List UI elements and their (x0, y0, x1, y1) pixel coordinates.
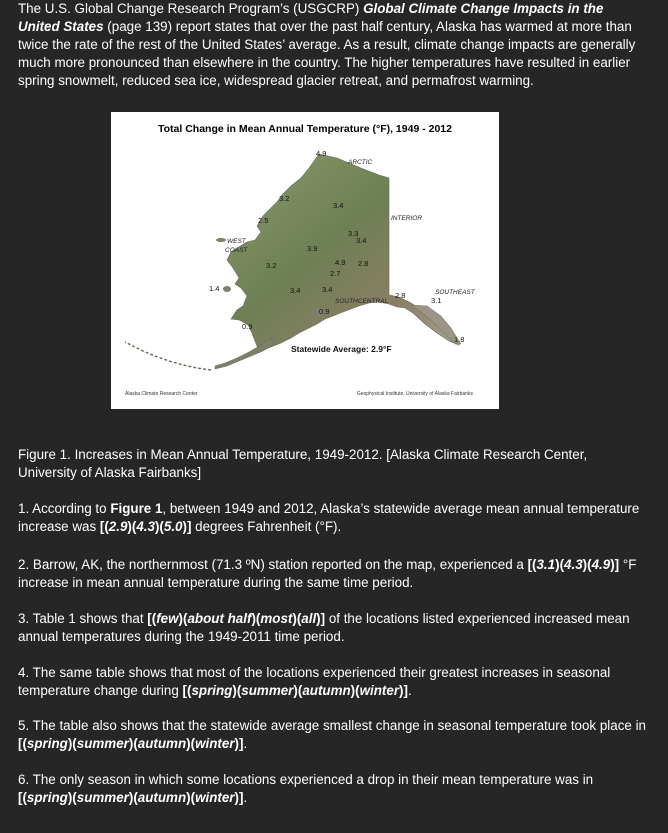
answer-option[interactable]: about half (187, 611, 252, 626)
station-value: 3.9 (307, 244, 318, 253)
answer-option[interactable]: all (301, 611, 317, 626)
question-6 (18, 771, 648, 807)
station-value: 3.4 (290, 286, 301, 295)
report-title: Global Climate Change Impacts in the United States (18, 1, 604, 34)
alaska-map (111, 112, 499, 409)
question-text: 3. Table 1 shows that (18, 611, 148, 626)
question-text: °F increase in mean annual temperature during the same time period. (18, 557, 637, 590)
station-value: 4.9 (316, 149, 327, 158)
question-1 (18, 500, 648, 536)
question-text: degrees Fahrenheit (°F). (191, 519, 342, 534)
question-text: 2. Barrow, AK, the northernmost (71.3 ºN) station reported on the map, experienced a (18, 557, 528, 572)
question-text: . (407, 683, 412, 698)
answer-options: [(spring)(summer)(autumn)(winter)] (18, 736, 244, 751)
station-value: 4.9 (335, 258, 346, 267)
station-value: 2.5 (258, 216, 269, 225)
answer-option[interactable]: spring (26, 790, 68, 805)
answer-option[interactable]: summer (241, 683, 294, 698)
credit-right: Geophysical Institute, University of Alaska Fairbanks (356, 391, 473, 397)
answer-options: [(few)(about half)(most)(all)] (147, 611, 326, 626)
question-text: . (243, 736, 248, 751)
statewide-average-label: Statewide Average: 2.9°F (291, 344, 392, 354)
station-value: 2.8 (395, 291, 406, 300)
question-text: 6. The only season in which some locations experienced a drop in their mean temperature was in (18, 772, 594, 787)
station-value: 3.4 (322, 285, 333, 294)
credit-left: Alaska Climate Research Center (125, 391, 198, 397)
answer-option[interactable]: few (156, 611, 179, 626)
question-text: 1. According to (18, 501, 111, 516)
answer-option[interactable]: autumn (137, 790, 187, 805)
alaska-mainland-shape (227, 154, 459, 351)
station-value: 1.8 (454, 335, 465, 344)
station-value: 0.9 (319, 307, 330, 316)
answer-options: [(spring)(summer)(autumn)(winter)] (18, 790, 244, 805)
station-value: 3.2 (279, 194, 290, 203)
answer-option[interactable]: winter (359, 683, 400, 698)
region-label-southeast: SOUTHEAST (435, 289, 475, 296)
station-value: 3.1 (431, 296, 442, 305)
answer-option[interactable]: 5.0 (163, 519, 183, 534)
answer-options: [(spring)(summer)(autumn)(winter)] (182, 683, 408, 698)
figure-caption: Figure 1. Increases in Mean Annual Temperature, 1949-2012. [Alaska Climate Research Center, University of Alaska Fairbanks] (18, 447, 588, 480)
station-value: 3.4 (333, 201, 344, 210)
region-label-southcentral: SOUTHCENTRAL (335, 298, 389, 305)
question-text: , between 1949 and 2012, Alaska’s statewide average mean annual temperature increase was (18, 501, 640, 534)
region-label-interior: INTERIOR (391, 215, 423, 222)
map-title: Total Change in Mean Annual Temperature (°F), 1949 - 2012 (158, 123, 452, 135)
answer-option[interactable]: winter (195, 790, 235, 805)
aleutian-islands-shape (125, 342, 211, 370)
st-lawrence-island-shape (216, 238, 226, 242)
answer-option[interactable]: autumn (302, 683, 351, 698)
answer-option[interactable]: most (260, 611, 293, 626)
answer-option[interactable]: summer (76, 790, 129, 805)
answer-options: [(2.9)(4.3)(5.0)] (99, 519, 192, 534)
question-text: . (243, 790, 248, 805)
question-text: 5. The table also shows that the statewide average smallest change in seasonal temperature took place in (18, 718, 646, 733)
answer-option[interactable]: summer (76, 736, 129, 751)
station-value: 1.4 (209, 284, 220, 293)
nunivak-island-shape (223, 286, 231, 292)
answer-option[interactable]: spring (191, 683, 233, 698)
intro-paragraph (18, 0, 648, 90)
region-label-west-2: COAST (225, 247, 248, 254)
region-label-arctic: ARCTIC (348, 159, 373, 166)
intro-text-2: (page 139) report states that over the past half century, Alaska has warmed at more than twice the rate of the rest of the United States’ average. As a result, climate change impacts are generally much more pronounced than elsewhere in the country. The higher temperatures have resulted in earlier spring snowmelt, reduced sea ice, widespread glacier retreat, and permafrost warming. (18, 19, 636, 88)
answer-option[interactable]: 2.9 (108, 519, 128, 534)
alaska-temperature-map-figure (111, 112, 499, 409)
question-4 (18, 664, 648, 700)
answer-option[interactable]: 3.1 (536, 557, 556, 572)
station-value: 2.7 (330, 269, 341, 278)
aleutian-chain-shape (215, 338, 273, 369)
answer-option[interactable]: autumn (137, 736, 187, 751)
answer-options: [(3.1)(4.3)(4.9)] (527, 557, 620, 572)
question-text: 4. The same table shows that most of the locations experienced their greatest increases in seasonal temperature change during (18, 665, 611, 698)
answer-option[interactable]: 4.3 (564, 557, 583, 572)
station-value: 0.9 (242, 322, 253, 331)
answer-option[interactable]: 4.3 (136, 519, 155, 534)
station-value: 3.4 (356, 236, 367, 245)
station-value: 2.8 (358, 259, 369, 268)
question-5 (18, 717, 648, 753)
answer-option[interactable]: winter (195, 736, 235, 751)
figure-reference: Figure 1 (110, 501, 163, 516)
intro-text-1: The U.S. Global Change Research Program’s (USGCRP) (18, 1, 364, 16)
region-label-west-1: WEST (227, 238, 246, 245)
question-2 (18, 556, 648, 592)
question-text: of the locations listed experienced increased mean annual temperatures during the 1949-2011 time period. (18, 611, 630, 644)
answer-option[interactable]: spring (26, 736, 68, 751)
answer-option[interactable]: 4.9 (591, 557, 611, 572)
station-value: 3.3 (348, 229, 359, 238)
question-3 (18, 610, 648, 646)
station-value: 3.2 (266, 261, 277, 270)
